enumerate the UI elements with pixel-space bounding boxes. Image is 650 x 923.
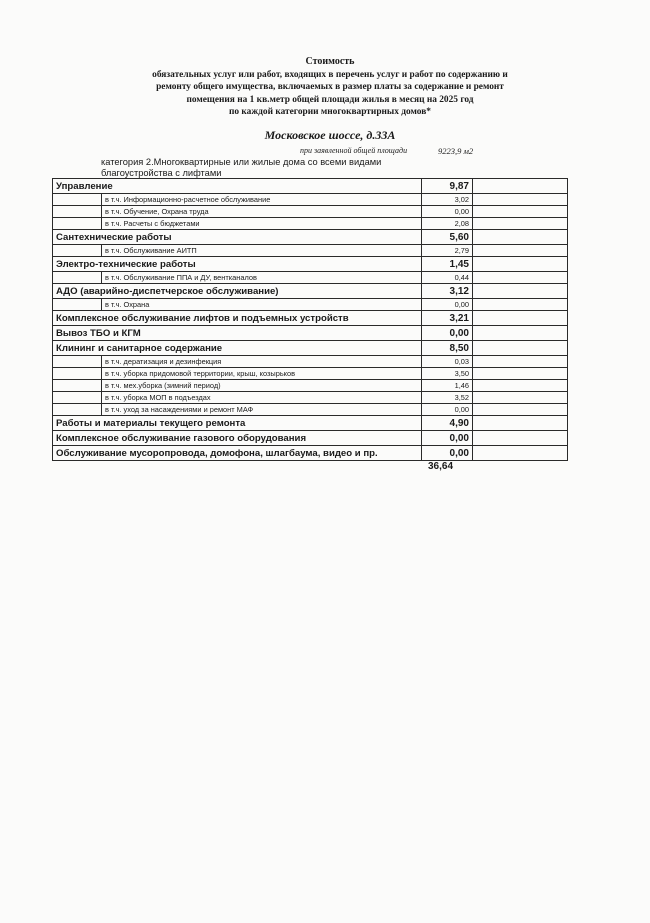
service-name: Работы и материалы текущего ремонта <box>53 416 422 431</box>
service-row <box>53 230 568 245</box>
heading-line-1: обязательных услуг или работ, входящих в перечень услуг и работ по содержанию и <box>152 69 508 80</box>
service-value: 5,60 <box>422 230 473 245</box>
indent-cell <box>53 404 102 416</box>
document-heading <box>60 56 600 119</box>
service-name: Обслуживание мусоропровода, домофона, шлагбаума, видео и пр. <box>53 446 422 461</box>
service-value: 3,50 <box>422 368 473 380</box>
indent-cell <box>53 392 102 404</box>
empty-cell <box>473 230 568 245</box>
empty-cell <box>473 431 568 446</box>
area-value: 9223,9 м2 <box>438 146 474 156</box>
service-row <box>53 284 568 299</box>
service-value: 2,08 <box>422 218 473 230</box>
service-value: 3,52 <box>422 392 473 404</box>
service-value: 0,03 <box>422 356 473 368</box>
sub-service-name: в т.ч. мех.уборка (зимний период) <box>102 380 422 392</box>
empty-cell <box>473 179 568 194</box>
empty-cell <box>473 299 568 311</box>
empty-cell <box>473 404 568 416</box>
services-table-body <box>53 179 568 461</box>
empty-cell <box>473 356 568 368</box>
sub-service-row <box>53 218 568 230</box>
service-value: 0,44 <box>422 272 473 284</box>
empty-cell <box>473 206 568 218</box>
sub-service-name: в т.ч. Информационно-расчетное обслуживание <box>102 194 422 206</box>
service-value: 2,79 <box>422 245 473 257</box>
indent-cell <box>53 206 102 218</box>
empty-cell <box>473 341 568 356</box>
address: Московское шоссе, д.33А <box>264 128 396 142</box>
service-value: 0,00 <box>422 404 473 416</box>
sub-service-row <box>53 272 568 284</box>
service-row <box>53 179 568 194</box>
service-value: 9,87 <box>422 179 473 194</box>
sub-service-row <box>53 380 568 392</box>
sub-service-row <box>53 194 568 206</box>
indent-cell <box>53 380 102 392</box>
empty-cell <box>473 218 568 230</box>
sub-service-row <box>53 245 568 257</box>
service-value: 8,50 <box>422 341 473 356</box>
empty-cell <box>473 272 568 284</box>
service-value: 3,02 <box>422 194 473 206</box>
empty-cell <box>473 311 568 326</box>
service-row <box>53 326 568 341</box>
service-name: Комплексное обслуживание лифтов и подъемных устройств <box>53 311 422 326</box>
document-title: Стоимость <box>305 56 355 67</box>
service-row <box>53 431 568 446</box>
sub-service-name: в т.ч. уборка придомовой территории, крыш, козырьков <box>102 368 422 380</box>
sub-service-name: в т.ч. Охрана <box>102 299 422 311</box>
sub-service-name: в т.ч. Расчеты с бюджетами <box>102 218 422 230</box>
service-value: 0,00 <box>422 431 473 446</box>
heading-line-4: по каждой категории многоквартирных домов* <box>228 107 431 118</box>
indent-cell <box>53 356 102 368</box>
sub-service-name: в т.ч. Обслуживание ППА и ДУ, вентканалов <box>102 272 422 284</box>
sub-service-row <box>53 206 568 218</box>
services-table <box>52 178 568 461</box>
service-value: 1,45 <box>422 257 473 272</box>
empty-cell <box>473 245 568 257</box>
heading-line-3: помещения на 1 кв.метр общей площади жилья в месяц на 2025 год <box>186 94 474 105</box>
service-value: 0,00 <box>422 206 473 218</box>
area-label: при заявленной общей площади <box>300 146 408 155</box>
indent-cell <box>53 272 102 284</box>
sub-service-row <box>53 368 568 380</box>
category-description: категория 2.Многоквартирные или жилые дома со всеми видами благоустройства с лифтами <box>101 157 382 178</box>
sub-service-row <box>53 392 568 404</box>
sub-service-name: в т.ч. Обучение, Охрана труда <box>102 206 422 218</box>
service-name: Комплексное обслуживание газового оборудования <box>53 431 422 446</box>
sub-service-row <box>53 299 568 311</box>
service-name: Электро-технические работы <box>53 257 422 272</box>
service-value: 3,12 <box>422 284 473 299</box>
sub-service-name: в т.ч. Обслуживание АИТП <box>102 245 422 257</box>
empty-cell <box>473 326 568 341</box>
empty-cell <box>473 392 568 404</box>
total-value: 36,64 <box>428 461 454 472</box>
empty-cell <box>473 446 568 461</box>
indent-cell <box>53 218 102 230</box>
service-value: 0,00 <box>422 326 473 341</box>
empty-cell <box>473 257 568 272</box>
empty-cell <box>473 368 568 380</box>
service-row <box>53 446 568 461</box>
service-name: Вывоз ТБО и КГМ <box>53 326 422 341</box>
indent-cell <box>53 245 102 257</box>
service-row <box>53 416 568 431</box>
service-row <box>53 311 568 326</box>
service-name: Сантехнические работы <box>53 230 422 245</box>
sub-service-name: в т.ч. уборка МОП в подъездах <box>102 392 422 404</box>
service-value: 4,90 <box>422 416 473 431</box>
empty-cell <box>473 284 568 299</box>
heading-line-2: ремонту общего имущества, включаемых в размер платы за содержание и ремонт <box>156 82 504 93</box>
service-value: 1,46 <box>422 380 473 392</box>
empty-cell <box>473 380 568 392</box>
empty-cell <box>473 194 568 206</box>
service-name: Управление <box>53 179 422 194</box>
sub-service-name: в т.ч. уход за насаждениями и ремонт МАФ <box>102 404 422 416</box>
indent-cell <box>53 368 102 380</box>
service-value: 3,21 <box>422 311 473 326</box>
service-row <box>53 257 568 272</box>
service-name: Клининг и санитарное содержание <box>53 341 422 356</box>
indent-cell <box>53 299 102 311</box>
sub-service-name: в т.ч. дератизация и дезинфекция <box>102 356 422 368</box>
sub-service-row <box>53 404 568 416</box>
empty-cell <box>473 416 568 431</box>
service-value: 0,00 <box>422 299 473 311</box>
service-name: АДО (аварийно-диспетчерское обслуживание) <box>53 284 422 299</box>
sub-service-row <box>53 356 568 368</box>
service-value: 0,00 <box>422 446 473 461</box>
indent-cell <box>53 194 102 206</box>
service-row <box>53 341 568 356</box>
